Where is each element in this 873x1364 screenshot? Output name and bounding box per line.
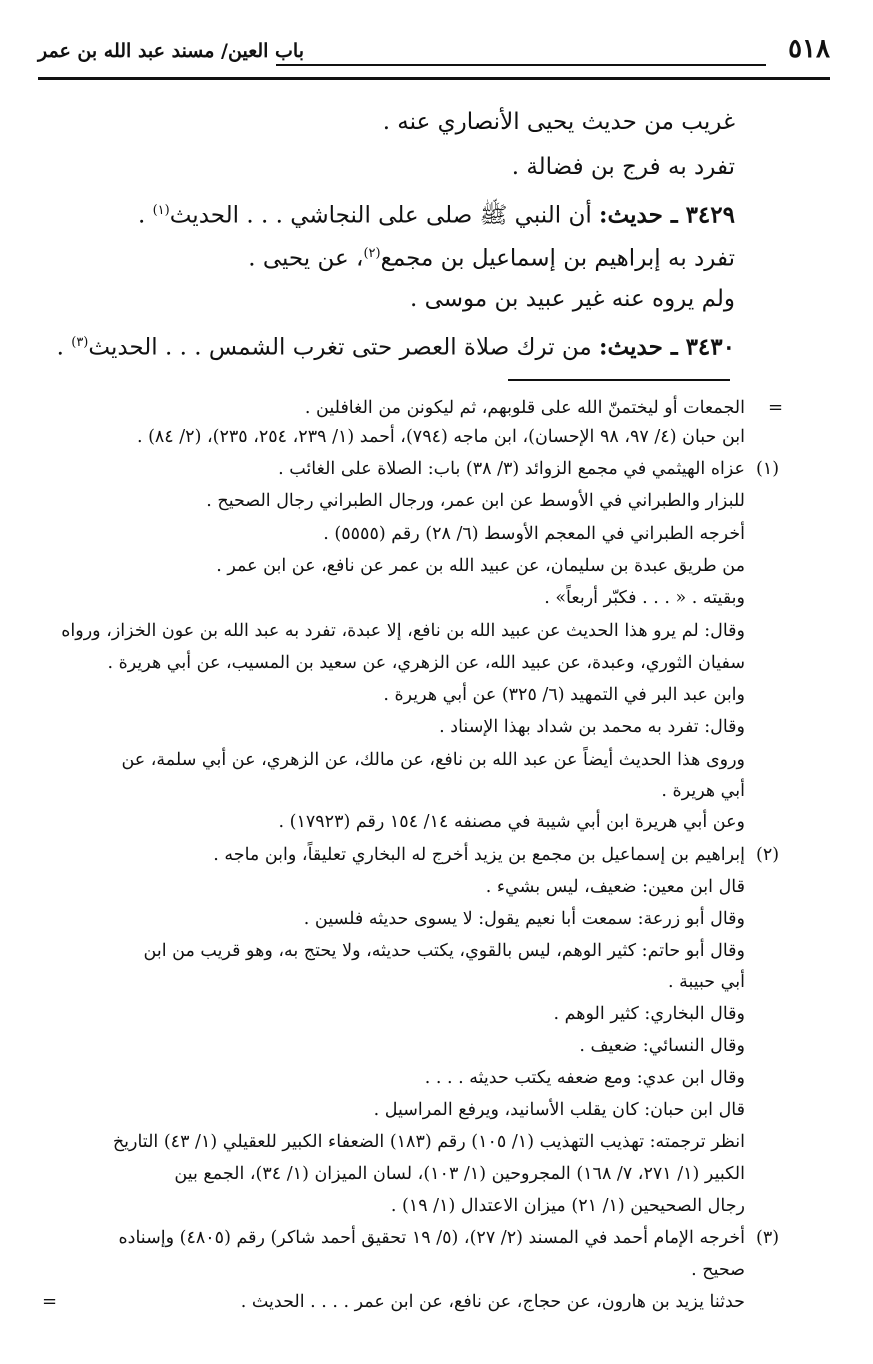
header-rule bbox=[38, 77, 830, 80]
footnote-line: قال ابن معين: ضعيف، ليس بشيء . bbox=[485, 877, 745, 897]
footnote-ref: (٣) bbox=[71, 335, 89, 350]
hadith-entry: ٣٤٣٠ ـ حديث: من ترك صلاة العصر حتى تغرب الشمس . . . الحديث$^{(٣)}$ . bbox=[56, 333, 735, 361]
footnote-line: وعن أبي هريرة ابن أبي شيبة في مصنفه ١٤/ ١٥٤ رقم (١٧٩٢٣) . bbox=[278, 812, 745, 832]
footnote-line: من طريق عبدة بن سليمان، عن عبيد الله بن عمر عن نافع، عن ابن عمر . bbox=[216, 556, 745, 576]
footnote-line: الكبير (١/ ٢٧١، ٧/ ١٦٨) المجروحين (١/ ١٠٣)، لسان الميزان (١/ ٣٤)، الجمع بين bbox=[174, 1164, 745, 1184]
footnote-line: أخرجه الإمام أحمد في المسند (٢/ ٢٧)، (٥/ ١٩ تحقيق أحمد شاكر) رقم (٤٨٠٥) وإسناده bbox=[118, 1228, 745, 1248]
footnote-line: وقال أبو حاتم: كثير الوهم، ليس بالقوي، يكتب حديثه، ولا يحتج به، وهو قريب من ابن bbox=[143, 941, 745, 961]
footnote-marker: (٢) bbox=[756, 845, 780, 865]
footnote-line: رجال الصحيحين (١/ ٢١) ميزان الاعتدال (١/ ١٩) . bbox=[390, 1196, 745, 1216]
footnote-ref: (٢) bbox=[363, 246, 381, 261]
footnote-line: للبزار والطبراني في الأوسط عن ابن عمر، ورجال الطبراني رجال الصحيح . bbox=[206, 491, 745, 511]
header-line bbox=[276, 64, 766, 66]
footnote-line: أخرجه الطبراني في المعجم الأوسط (٦/ ٢٨) رقم (٥٥٥٥) . bbox=[323, 524, 745, 544]
footnote-line: انظر ترجمته: تهذيب التهذيب (١/ ١٠٥) رقم (١٨٣) الضعفاء الكبير للعقيلي (١/ ٤٣) التاريخ bbox=[112, 1132, 745, 1152]
footnote-line: حدثنا يزيد بن هارون، عن حجاج، عن نافع، عن ابن عمر . . . . الحديث . bbox=[240, 1292, 745, 1312]
footnote-line: وقال: تفرد به محمد بن شداد بهذا الإسناد . bbox=[439, 717, 745, 737]
footnote-line: وابن عبد البر في التمهيد (٦/ ٣٢٥) عن أبي هريرة . bbox=[383, 685, 745, 705]
text-line: غريب من حديث يحيى الأنصاري عنه . bbox=[382, 109, 735, 135]
footnote-ref: (١) bbox=[152, 203, 170, 218]
footnote-line: ابن حبان (٤/ ٩٧، ٩٨ الإحسان)، ابن ماجه (٧٩٤)، أحمد (١/ ٢٣٩، ٢٥٤، ٢٣٥)، (٢/ ٨٤) . bbox=[136, 427, 745, 447]
footnote-marker: (١) bbox=[756, 459, 780, 479]
footnote-line: وبقيته . « . . . فكبّر أربعاً» . bbox=[544, 588, 745, 608]
footnote-line: الجمعات أو ليختمنّ الله على قلوبهم، ثم ليكونن من الغافلين . bbox=[304, 398, 745, 418]
text-line: ولم يروه عنه غير عبيد بن موسى . bbox=[409, 285, 735, 312]
footnote-line: وقال ابن عدي: ومع ضعفه يكتب حديثه . . . . bbox=[424, 1068, 745, 1088]
footnote-line: وقال أبو زرعة: سمعت أبا نعيم يقول: لا يسوى حديثه فلسين . bbox=[303, 909, 745, 929]
continued-mark: = bbox=[42, 1291, 58, 1312]
footnote-line: أبي هريرة . bbox=[661, 781, 745, 801]
footnote-line: وروى هذا الحديث أيضاً عن عبد الله بن نافع، عن مالك، عن الزهري، عن أبي سلمة، عن bbox=[121, 750, 745, 770]
page-number: ٥١٨ bbox=[788, 34, 830, 64]
footnote-line: سفيان الثوري، وعبدة، عن عبيد الله، عن الزهري، عن سعيد بن المسيب، عن أبي هريرة . bbox=[107, 653, 745, 673]
footnote-line: أبي حبيبة . bbox=[667, 972, 745, 992]
footnote-line: قال ابن حبان: كان يقلب الأسانيد، ويرفع المراسيل . bbox=[373, 1100, 745, 1120]
footnote-line: صحيح . bbox=[691, 1260, 745, 1280]
footnote-marker: (٣) bbox=[756, 1228, 780, 1248]
text-line: تفرد به إبراهيم بن إسماعيل بن مجمع$^{(٢)}$، عن يحيى . bbox=[248, 245, 735, 272]
hadith-number: ٣٤٢٩ ـ حديث: bbox=[599, 201, 735, 229]
footnote-line: وقال النسائي: ضعيف . bbox=[579, 1036, 745, 1056]
hadith-number: ٣٤٣٠ ـ حديث: bbox=[599, 333, 735, 361]
page-header bbox=[38, 30, 830, 74]
continuation-mark: = bbox=[768, 397, 784, 418]
text-line: تفرد به فرج بن فضالة . bbox=[511, 153, 735, 180]
footnote-line: وقال البخاري: كثير الوهم . bbox=[553, 1004, 745, 1024]
footnote-separator bbox=[508, 379, 730, 381]
main-text bbox=[56, 100, 735, 364]
footnote-line: وقال: لم يرو هذا الحديث عن عبيد الله بن نافع، إلا عبدة، تفرد به عبد الله بن عون الخزاز، ورواه bbox=[61, 621, 745, 641]
hadith-entry: ٣٤٢٩ ـ حديث: أن النبي ﷺ صلى على النجاشي . . . الحديث$^{(١)}$ . bbox=[137, 201, 735, 229]
footnote-line: إبراهيم بن إسماعيل بن مجمع بن يزيد أخرج له البخاري تعليقاً، وابن ماجه . bbox=[213, 845, 745, 865]
footnote-line: عزاه الهيثمي في مجمع الزوائد (٣/ ٣٨) باب: الصلاة على الغائب . bbox=[278, 459, 745, 479]
running-title: باب العين/ مسند عبد الله بن عمر bbox=[38, 40, 304, 62]
